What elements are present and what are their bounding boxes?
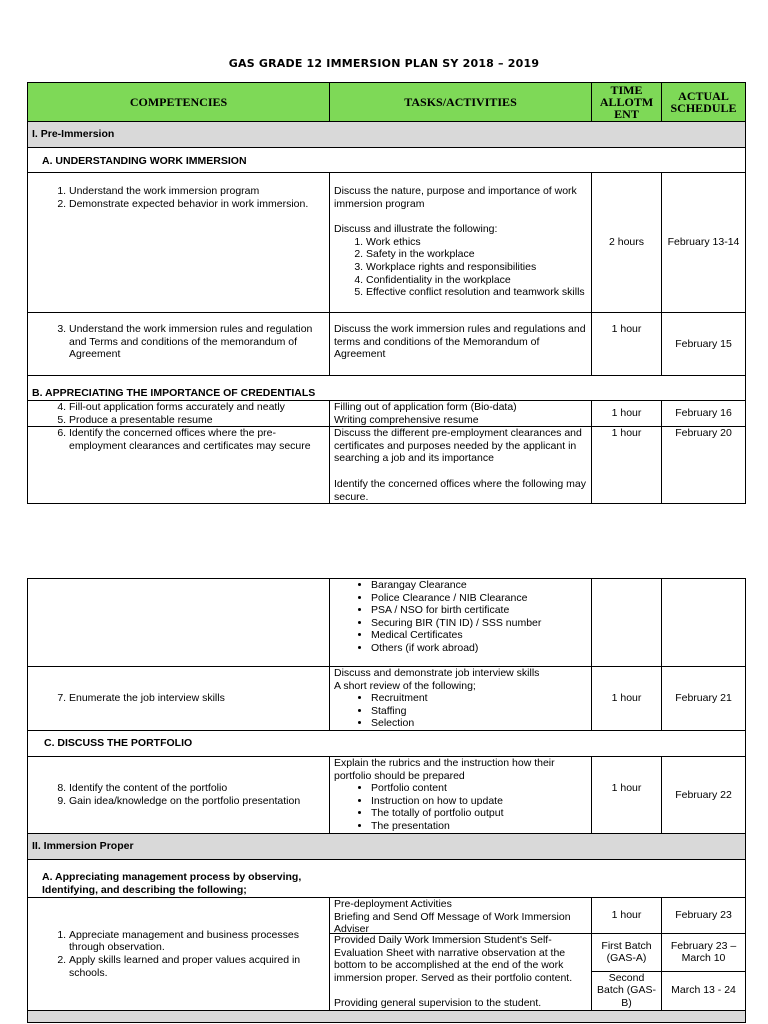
list-item: 1. Appreciate management and business processes through observation. [69, 929, 325, 954]
time-cell: 1 hour [592, 427, 662, 504]
task-text: Discuss and illustrate the following: [334, 223, 498, 236]
schedule-cell: March 13 - 24 [662, 971, 746, 1010]
task-text: Filling out of application form (Bio-data) [334, 401, 517, 413]
list-item: 2. Demonstrate expected behavior in work immersion. [69, 198, 325, 211]
subsection-text: A. Appreciating management process by observing, Identifying, and describing the following; [42, 871, 302, 896]
competency-cell [28, 173, 330, 313]
task-text: Discuss the nature, purpose and importance of work immersion program [334, 185, 577, 210]
task-text: Providing general supervision to the student. [334, 997, 542, 1010]
task-cell [330, 579, 592, 667]
schedule-cell: February 23 – March 10 [662, 934, 746, 971]
task-text: A short review of the following; [334, 679, 476, 692]
subsection-understanding-work-immersion: A. UNDERSTANDING WORK IMMERSION [28, 148, 746, 173]
schedule-cell: February 21 [662, 667, 746, 731]
document-title: GAS GRADE 12 IMMERSION PLAN SY 2018 – 2019 [228, 57, 540, 70]
task-text: Identify the concerned offices where the following may secure. [334, 477, 586, 503]
list-item: • Barangay Clearance [371, 579, 587, 592]
list-item: • PSA / NSO for birth certificate [371, 604, 587, 617]
header-time: TIME ALLOTM ENT [592, 83, 662, 122]
competency-cell [28, 579, 330, 667]
list-item: • Recruitment [371, 692, 587, 705]
task-cell [330, 897, 592, 1010]
subsection-appreciating-credentials: B. APPRECIATING THE IMPORTANCE OF CREDENTIALS [28, 376, 746, 401]
list-item: 8. Identify the content of the portfolio [69, 782, 325, 795]
task-cell [330, 427, 592, 504]
task-cell [330, 667, 592, 731]
task-text: Discuss and demonstrate job interview skills [334, 667, 540, 679]
task-text: Discuss the different pre-employment clearances and certificates and purposes needed by the applicant in searching a job and its importance [334, 427, 582, 465]
list-item: • Selection [371, 717, 587, 730]
task-block [330, 898, 591, 934]
task-cell [330, 401, 592, 427]
task-text: Provided Daily Work Immersion Student's Self-Evaluation Sheet with narrative observation at the bottom to be accomplished at the end of the work immersion proper. Served as their portfolio content. [334, 933, 573, 984]
list-item: • Medical Certificates [371, 629, 587, 642]
time-cell: 2 hours [592, 173, 662, 313]
subsection-appreciating-management [28, 859, 746, 897]
time-cell: 1 hour [592, 401, 662, 427]
schedule-cell: February 20 [662, 427, 746, 504]
list-item: 3. Understand the work immersion rules and regulation and Terms and conditions of the memorandum of Agreement [69, 323, 325, 361]
immersion-plan-table-page2 [27, 578, 746, 1023]
task-block [330, 934, 591, 1010]
competency-cell [28, 667, 330, 731]
list-item: 7. Enumerate the job interview skills [69, 692, 325, 705]
batch-cell: First Batch (GAS-A) [592, 934, 662, 971]
task-text: Pre-deployment Activities [334, 897, 452, 910]
task-cell [330, 756, 592, 833]
list-item: • Police Clearance / NIB Clearance [371, 592, 587, 605]
list-item: 9. Gain idea/knowledge on the portfolio presentation [69, 795, 325, 808]
batch-cell: Second Batch (GAS-B) [592, 971, 662, 1010]
task-text: Explain the rubrics and the instruction how their portfolio should be prepared [334, 756, 555, 782]
competency-cell [28, 401, 330, 427]
header-competencies: COMPETENCIES [28, 83, 330, 122]
header-tasks: TASKS/ACTIVITIES [330, 83, 592, 122]
list-item: 5. Effective conflict resolution and teamwork skills [366, 286, 587, 299]
task-cell [330, 173, 592, 313]
task-text: Writing comprehensive resume [334, 413, 479, 426]
schedule-cell [662, 579, 746, 667]
list-item: • Instruction on how to update [371, 795, 587, 808]
list-item: 2. Safety in the workplace [366, 248, 587, 261]
list-item: • The totally of portfolio output [371, 807, 587, 820]
list-item: • Securing BIR (TIN ID) / SSS number [371, 617, 587, 630]
list-item: • Staffing [371, 705, 587, 718]
time-cell: 1 hour [592, 897, 662, 933]
subsection-discuss-portfolio: C. DISCUSS THE PORTFOLIO [28, 730, 746, 756]
time-cell [592, 579, 662, 667]
competency-cell [28, 756, 330, 833]
schedule-cell: February 22 [662, 756, 746, 833]
header-schedule: ACTUAL SCHEDULE [662, 83, 746, 122]
section-pre-immersion: I. Pre-Immersion [28, 122, 746, 148]
task-cell: Discuss the work immersion rules and regulations and terms and conditions of the Memorandum of Agreement [330, 313, 592, 376]
list-item: • The presentation [371, 820, 587, 833]
list-item: • Others (if work abroad) [371, 642, 587, 655]
list-item: 4. Confidentiality in the workplace [366, 274, 587, 287]
schedule-cell: February 23 [662, 897, 746, 933]
list-item: 3. Workplace rights and responsibilities [366, 261, 587, 274]
section-immersion-proper: II. Immersion Proper [28, 833, 746, 859]
list-item: 4. Fill-out application forms accurately and neatly [69, 401, 325, 414]
list-item: 6. Identify the concerned offices where the pre-employment clearances and certificates may secure [69, 427, 325, 452]
time-cell: 1 hour [592, 313, 662, 376]
time-cell: 1 hour [592, 667, 662, 731]
list-item: 1. Understand the work immersion program [69, 185, 325, 198]
section-next [28, 1010, 746, 1022]
immersion-plan-table-page1 [27, 82, 746, 504]
competency-cell [28, 427, 330, 504]
time-cell: 1 hour [592, 756, 662, 833]
schedule-cell: February 16 [662, 401, 746, 427]
list-item: 2. Apply skills learned and proper values acquired in schools. [69, 954, 325, 979]
competency-cell [28, 897, 330, 1010]
competency-cell [28, 313, 330, 376]
task-text: Briefing and Send Off Message of Work Immersion Adviser [334, 910, 571, 936]
list-item: • Portfolio content [371, 782, 587, 795]
list-item: 1. Work ethics [366, 236, 587, 249]
list-item: 5. Produce a presentable resume [69, 414, 325, 427]
schedule-cell: February 13-14 [662, 173, 746, 313]
schedule-cell: February 15 [662, 313, 746, 376]
